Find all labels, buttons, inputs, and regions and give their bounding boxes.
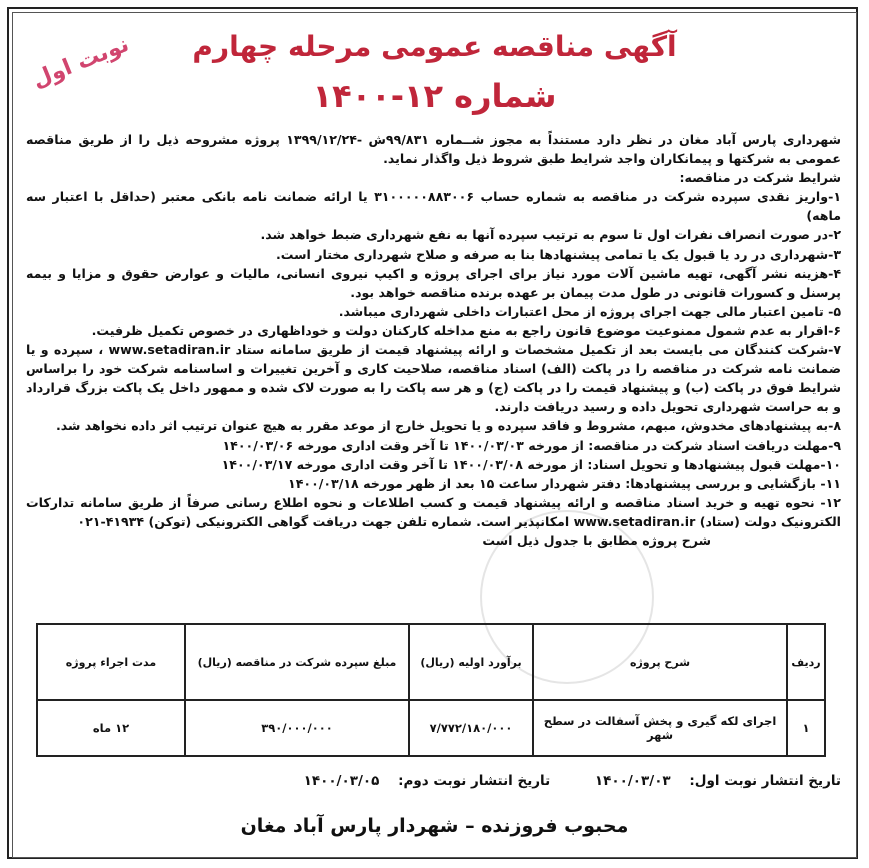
condition-10: ۱۰-مهلت قبول پیشنهادها و تحویل اسناد: از مورخه ۱۴۰۰/۰۳/۰۸ تا آخر وقت اداری مورخه ۱۴۰۰/۰۳/۱۷: [221, 456, 841, 472]
header-description: شرح پروژه: [533, 624, 787, 700]
notice-body: [26, 130, 841, 550]
header-estimate: برآورد اولیه (ریال): [409, 624, 533, 700]
notice-title: آگهی مناقصه عمومی مرحله چهارم: [192, 30, 677, 63]
table-caption: شرح پروژه مطابق با جدول ذیل است: [482, 532, 711, 548]
publish-first-label: تاریخ انتشار نوبت اول:: [689, 773, 841, 789]
condition-8: ۸-به پیشنهادهای مخدوش، مبهم، مشروط و فاقد سپرده و یا تحویل خارج از موعد مقرر به هیچ عنوان ترتیب اثر داده نخواهد شد.: [55, 418, 841, 434]
table-row: [37, 700, 825, 756]
condition-4: ۴-هزینه نشر آگهی، تهیه ماشین آلات مورد نیاز برای اجرای پروژه و اکیپ نیروی انسانی، مالیات و عوارض حقوق و مزایا و بیمه پرسنل و کسورات قانونی در طول مدت پیمان بر عهده برنده مناقصه خواهد بود.: [26, 265, 841, 300]
publish-second-date: ۱۴۰۰/۰۳/۰۵: [303, 773, 380, 789]
signature: محبوب فروزنده – شهردار پارس آباد مغان: [240, 815, 629, 837]
project-table: [36, 623, 826, 757]
cell-description: اجرای لکه گیری و پخش آسفالت در سطح شهر: [533, 700, 787, 756]
condition-12: ۱۲- نحوه تهیه و خرید اسناد مناقصه و ارائه پیشنهاد قیمت و کسب اطلاعات و نحوه اطلاع رسانی صرفاً از طریق سامانه تدارکات الکترونیک دولت (ستاد) www.setadiran.ir امکانپذیر است. شماره تلفن جهت دریافت گواهی الکترونیکی (توکن) ۴۱۹۳۴-۰۲۱: [26, 494, 841, 529]
condition-1: ۱-واریز نقدی سپرده شرکت در مناقصه به شماره حساب ۳۱۰۰۰۰۰۸۸۳۰۰۶ یا ارائه ضمانت نامه بانکی معتبر (حداقل با اعتبار سه ماهه): [26, 189, 841, 224]
condition-9: ۹-مهلت دریافت اسناد شرکت در مناقصه: از مورخه ۱۴۰۰/۰۳/۰۳ تا آخر وقت اداری مورخه ۱۴۰۰/۰۳/۰۶: [222, 437, 841, 453]
publish-second-label: تاریخ انتشار نوبت دوم:: [398, 773, 551, 789]
condition-11: ۱۱- بازگشایی و بررسی پیشنهادها: دفتر شهردار ساعت ۱۵ بعد از ظهر مورخه ۱۴۰۰/۰۳/۱۸: [288, 475, 841, 491]
cell-estimate: ۷/۷۷۲/۱۸۰/۰۰۰: [409, 700, 533, 756]
header-row-number: ردیف: [787, 624, 825, 700]
cell-row-number: ۱: [787, 700, 825, 756]
header-duration: مدت اجراء پروژه: [37, 624, 185, 700]
publication-dates: [304, 773, 841, 789]
cell-duration: ۱۲ ماه: [37, 700, 185, 756]
intro-paragraph: شهرداری پارس آباد مغان در نظر دارد مستنداً به مجوز شــماره ۹۹/۸۳۱ش -۱۳۹۹/۱۲/۲۴ پروژه مشروحه ذیل را از طریق مناقصه عمومی به شرکتها و پیمانکاران واجد شرایط طبق شروط ذیل واگذار نماید.: [26, 132, 841, 167]
condition-7: ۷-شرکت کنندگان می بایست بعد از تکمیل مشخصات و ارائه پیشنهاد قیمت از طریق سامانه ستاد www.setadiran.ir ، سپرده و یا ضمانت نامه شرکت در مناقصه را در پاکت (الف) اسناد مناقصه، صلاحیت کاری و آخرین تغییرات و اساسنامه شرکت خود را براساس شرایط فوق در پاکت (ب) و پیشنهاد قیمت را در پاکت (ج) و هر سه پاکت را به صورت لاک شده و ممهور داخل یک پاکت بزرگ قرارداد و به حراست شهرداری تحویل داده و رسید دریافت دارند.: [26, 342, 841, 415]
condition-6: ۶-اقرار به عدم شمول ممنوعیت موضوع قانون راجع به منع مداخله کارکنان دولت و خوداظهاری در خصوص تکمیل ظرفیت.: [91, 322, 841, 338]
condition-3: ۳-شهرداری در رد یا قبول یک یا تمامی پیشنهادها بنا به صرفه و صلاح شهرداری مختار است.: [276, 246, 841, 262]
notice-number: شماره ۱۲-۱۴۰۰: [312, 77, 557, 115]
conditions-heading: شرایط شرکت در مناقصه:: [679, 170, 841, 186]
condition-2: ۲-در صورت انصراف نفرات اول تا سوم به ترتیب سپرده آنها به نفع شهرداری ضبط خواهد شد.: [260, 227, 841, 243]
header-deposit: مبلغ سپرده شرکت در مناقصه (ریال): [185, 624, 409, 700]
cell-deposit: ۳۹۰/۰۰۰/۰۰۰: [185, 700, 409, 756]
condition-5: ۵- تامین اعتبار مالی جهت اجرای پروژه از محل اعتبارات داخلی شهرداری میباشد.: [338, 303, 841, 319]
table-header-row: [37, 624, 825, 700]
publish-first-date: ۱۴۰۰/۰۳/۰۳: [594, 773, 671, 789]
first-round-badge: نوبت اول: [29, 31, 133, 94]
